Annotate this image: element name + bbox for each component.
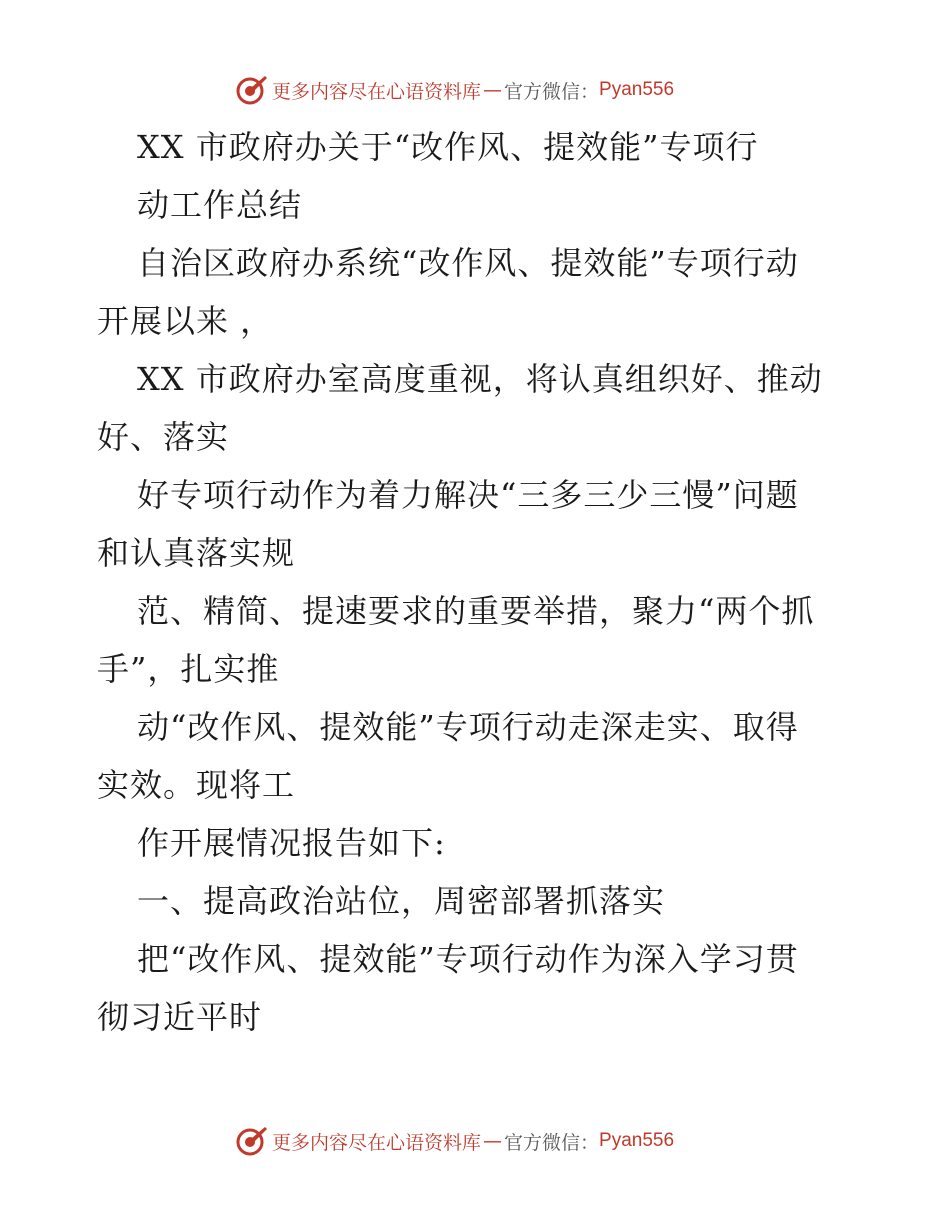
document-line: 动工作总结: [137, 186, 303, 224]
document-line: 和认真落实规: [97, 534, 296, 572]
document-line: 动“改作风、提效能”专项行动走深走实、取得: [137, 708, 799, 746]
document-line: 一、提高政治站位，周密部署抓落实: [137, 882, 666, 920]
document-line: XX 市政府办关于“改作风、提效能”专项行: [137, 128, 759, 166]
banner-text: 更多内容尽在心语资料库: [272, 1131, 482, 1154]
document-line: 好、落实: [97, 418, 230, 456]
banner-wechat-label: 官方微信：: [504, 80, 600, 103]
banner-separator: —: [483, 79, 503, 101]
document-line: 把“改作风、提效能”专项行动作为深入学习贯: [137, 940, 799, 978]
document-line: 作开展情况报告如下:: [137, 824, 446, 862]
document-line: 实效。现将工: [97, 766, 296, 804]
banner-wechat-id: Pyan556: [599, 79, 675, 100]
document-body: [97, 118, 857, 1046]
document-line: 范、精简、提速要求的重要举措，聚力“两个抓: [137, 592, 815, 630]
document-line: 自治区政府办系统“改作风、提效能”专项行动: [137, 244, 799, 282]
pen-logo-icon: [234, 73, 268, 107]
pen-logo-icon: [234, 1124, 268, 1158]
banner-wechat-id: Pyan556: [599, 1130, 675, 1151]
footer-banner: [234, 1123, 674, 1159]
document-line: 开展以来 ，: [97, 302, 274, 340]
document-line: 手”，扎实推: [97, 650, 280, 688]
banner-text: 更多内容尽在心语资料库: [272, 80, 482, 103]
banner-wechat-label: 官方微信：: [504, 1131, 600, 1154]
banner-separator: —: [483, 1130, 503, 1152]
document-line: 好专项行动作为着力解决“三多三少三慢”问题: [137, 476, 799, 514]
document-line: XX 市政府办室高度重视，将认真组织好、推动: [137, 360, 823, 398]
document-line: 彻习近平时: [97, 998, 263, 1036]
header-banner: [234, 72, 674, 108]
